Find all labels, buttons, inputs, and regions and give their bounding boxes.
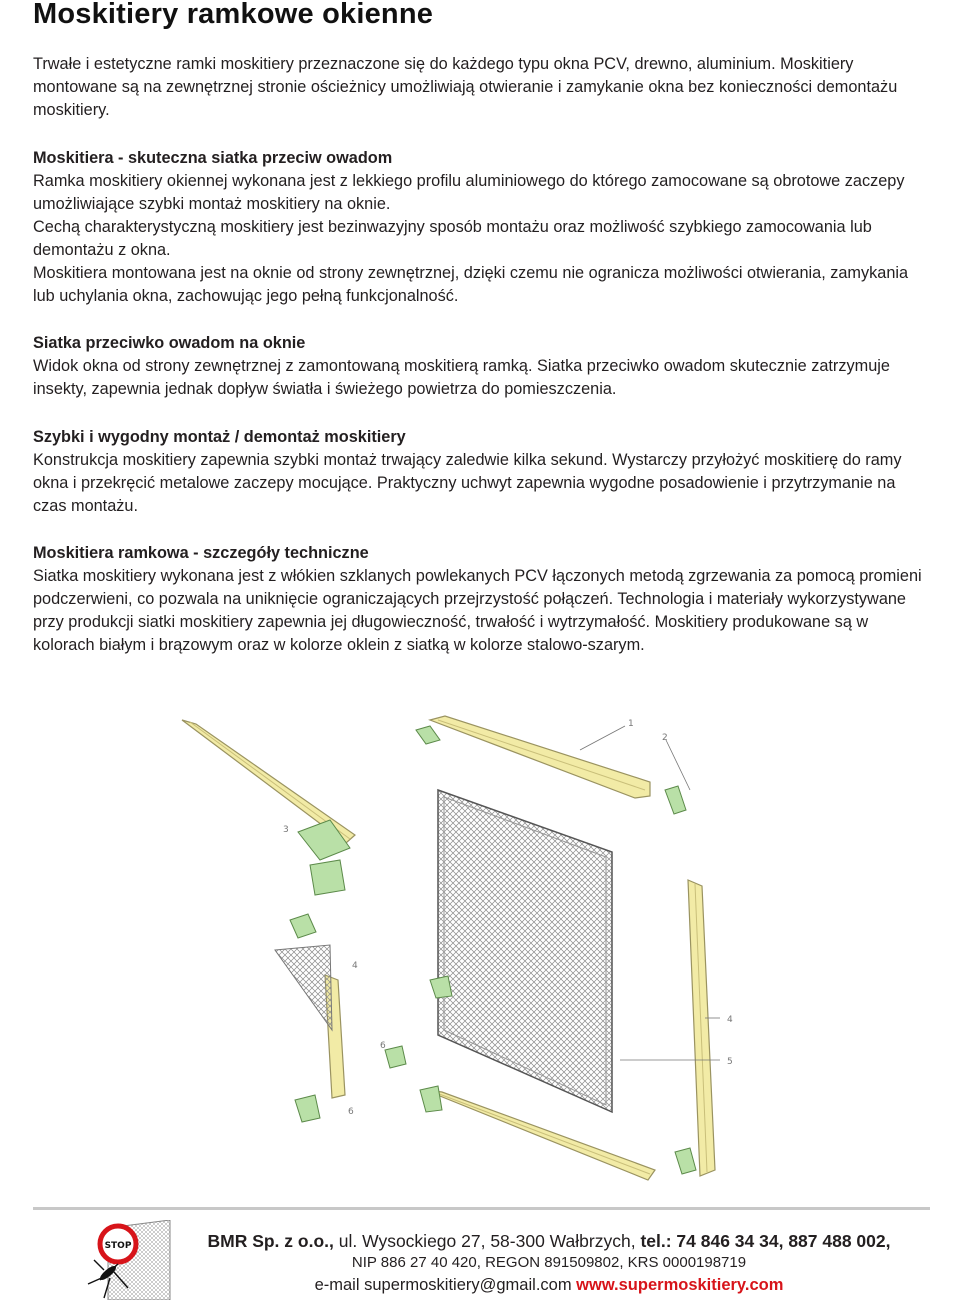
mesh-triangle	[275, 945, 332, 1030]
part-label: 3	[283, 825, 289, 835]
section-paragraph: Widok okna od strony zewnętrznej z zamontowaną moskitierą ramką. Siatka przeciwko owadom skutecznie zatrzymuje insekty, zapewnia jednak dopływ światła i świeżego powietrza do pomieszczenia.	[33, 357, 890, 398]
part-label: 4	[727, 1015, 733, 1025]
section-paragraph: Moskitiera montowana jest na oknie od strony zewnętrznej, dzięki czemu nie ogranicza możliwości otwierania, zamykania lub uchylania okna, zachowując jego pełną funkcjonalność.	[33, 264, 909, 305]
section-skuteczna-siatka	[33, 147, 930, 308]
footer-website-link[interactable]: www.supermoskitiery.com	[576, 1276, 784, 1294]
company-name: BMR Sp. z o.o.,	[207, 1231, 334, 1251]
mesh-panel	[438, 790, 612, 1112]
profile-right	[688, 880, 715, 1176]
profile-top	[430, 716, 650, 798]
footer-email[interactable]: e-mail supermoskitiery@gmail.com	[314, 1276, 577, 1294]
intro-paragraph	[33, 53, 930, 122]
footer-contact-line	[184, 1274, 914, 1296]
section-paragraph: Ramka moskitiery okiennej wykonana jest z lekkiego profilu aluminiowego do którego zamocowane są obrotowe zaczepy umożliwiające szybki montaż moskitiery na oknie.	[33, 172, 905, 213]
section-paragraph: Siatka moskitiery wykonana jest z włókien szklanych powlekanych PCV łączonych metodą zgrzewania za pomocą promieni podczerwieni, co pozwala na uniknięcie ograniczających przejrzystość połączeń. Technologia i materiały wykorzystywane przy produkcji siatki moskitiery zapewnia jej długowieczność, trwałość i wytrzymałość. Moskitiery produkowane są w kolorach białym i brązowym oraz w kolorze oklein z siatką w kolorze stalowo-szarym.	[33, 567, 922, 654]
section-paragraph: Konstrukcja moskitiery zapewnia szybki montaż trwający zaledwie kilka sekund. Wystarczy przyłożyć moskitierę do ramy okna i przekręcić metalowe zaczepy mocujące. Praktyczny uchwyt zapewnia wygodne posadowienie i przytrzymanie na czas montażu.	[33, 451, 902, 515]
part-label: 6	[348, 1107, 354, 1117]
section-siatka-na-oknie	[33, 332, 930, 401]
footer-address-line	[184, 1230, 914, 1252]
intro-text: Trwałe i estetyczne ramki moskitiery przeznaczone się do każdego typu okna PCV, drewno, aluminium. Moskitiery montowane są na zewnętrznej stronie ościeżnicy umożliwiają otwieranie i zamykanie okna bez konieczności demontażu moskitiery.	[33, 55, 898, 119]
company-address: ul. Wysockiego 27, 58-300 Wałbrzych,	[333, 1231, 641, 1251]
stop-mosquito-logo-icon	[70, 1220, 180, 1300]
part-label: 1	[628, 719, 634, 729]
part-label: 6	[380, 1041, 386, 1051]
footer-registry: NIP 886 27 40 420, REGON 891509802, KRS 0000198719	[351, 1254, 747, 1271]
section-heading: Moskitiera ramkowa - szczegóły techniczne	[33, 544, 369, 562]
part-label: 4	[352, 961, 358, 971]
page-title: Moskitiery ramkowe okienne	[33, 0, 434, 30]
section-szczegoly-techniczne	[33, 542, 930, 657]
footer-divider	[33, 1207, 930, 1210]
part-label: 5	[727, 1057, 733, 1067]
exploded-frame-diagram	[180, 700, 940, 1190]
company-phone: tel.: 74 846 34 34, 887 488 002,	[640, 1231, 891, 1251]
section-montaz	[33, 426, 930, 518]
logo-stop-text: STOP	[104, 1241, 132, 1251]
section-paragraph: Cechą charakterystyczną moskitiery jest bezinwazyjny sposób montażu oraz możliwość szybkiego zamocowania lub demontażu z okna.	[33, 218, 872, 259]
section-heading: Szybki i wygodny montaż / demontaż moskitiery	[33, 428, 406, 446]
footer-contact	[184, 1230, 914, 1296]
section-heading: Moskitiera - skuteczna siatka przeciw owadom	[33, 149, 393, 167]
section-heading: Siatka przeciwko owadom na oknie	[33, 334, 306, 352]
part-label: 2	[662, 733, 668, 743]
profile-bottom	[425, 1090, 655, 1180]
